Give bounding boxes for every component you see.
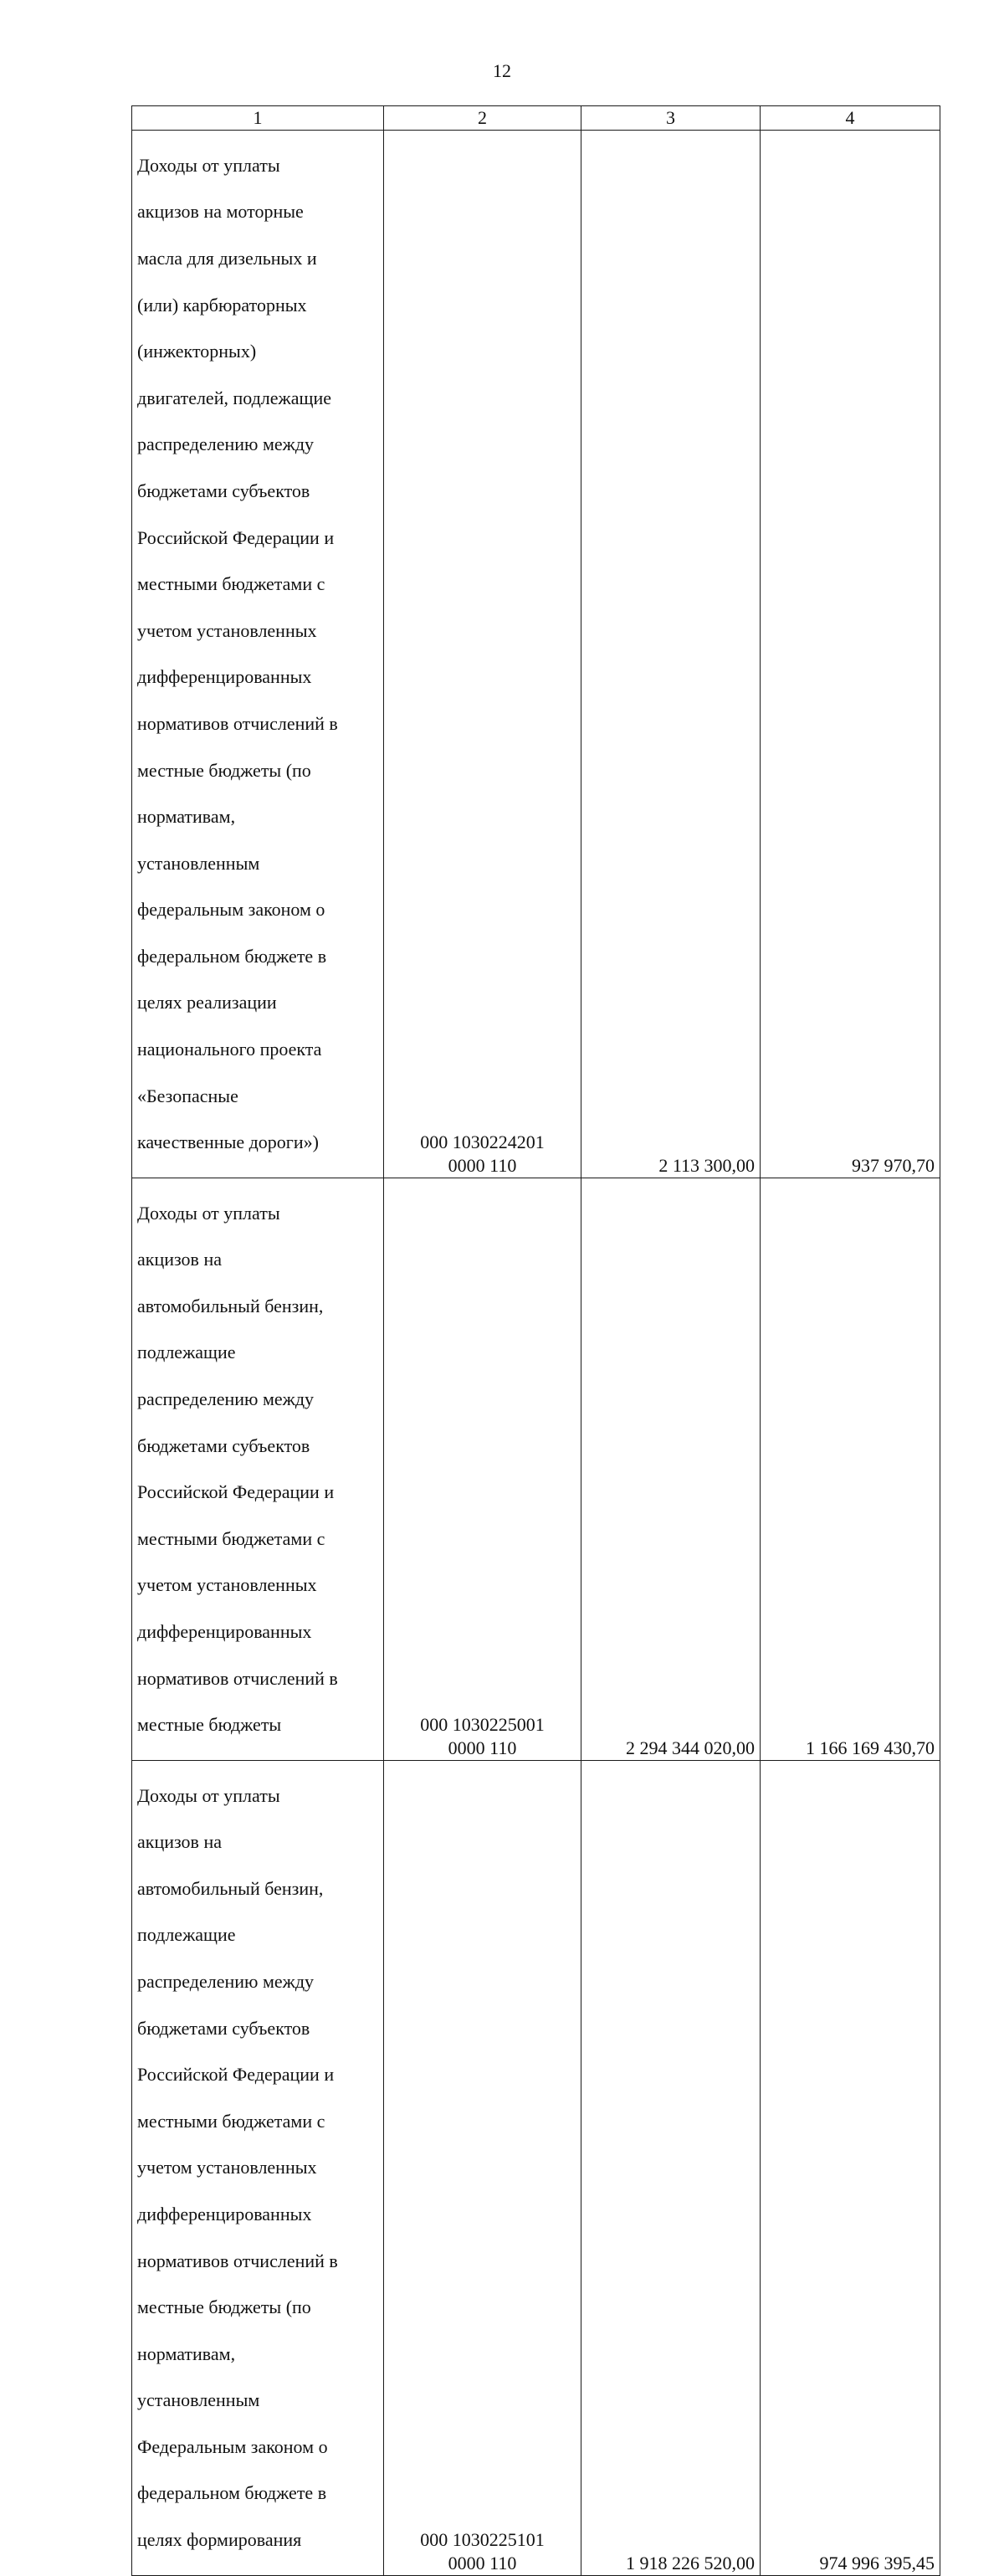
column-header-3: 3 (581, 106, 761, 131)
budget-classification-code (384, 131, 581, 1178)
description-line: учетом установленных (137, 619, 317, 641)
table-row (132, 1178, 940, 1760)
description-line: нормативов отчислений в (137, 1667, 338, 1689)
revenue-description (132, 1178, 384, 1760)
revenue-table (131, 105, 940, 2576)
code-line: 0000 110 (448, 1737, 517, 1758)
description-line: двигателей, подлежащие (137, 387, 331, 408)
actual-amount: 937 970,70 (761, 131, 940, 1178)
description-line: нормативам, (137, 806, 236, 828)
revenue-description (132, 1760, 384, 2575)
code-line: 000 1030225101 (420, 2529, 545, 2551)
plan-amount: 1 918 226 520,00 (581, 1760, 761, 2575)
description-line: Доходы от уплаты (137, 1202, 280, 1224)
table-row (132, 131, 940, 1178)
description-line: дифференцированных (137, 2203, 312, 2224)
code-line: 000 1030224201 (420, 1131, 545, 1153)
description-line: масла для дизельных и (137, 247, 317, 269)
code-line: 0000 110 (448, 2552, 517, 2573)
description-line: подлежащие (137, 1342, 236, 1363)
description-line: Доходы от уплаты (137, 154, 280, 176)
description-line: подлежащие (137, 1924, 236, 1946)
description-line: дифференцированных (137, 1621, 312, 1642)
description-line: национального проекта (137, 1039, 322, 1060)
budget-classification-code (384, 1178, 581, 1760)
description-line: местные бюджеты (по (137, 759, 311, 781)
description-line: учетом установленных (137, 1574, 317, 1596)
description-line: (инжекторных) (137, 341, 257, 362)
plan-amount: 2 294 344 020,00 (581, 1178, 761, 1760)
description-line: нормативов отчислений в (137, 2250, 338, 2271)
description-line: автомобильный бензин, (137, 1877, 324, 1899)
description-line: бюджетами субъектов (137, 480, 310, 501)
description-line: целях формирования (137, 2529, 302, 2551)
page-number: 12 (493, 60, 511, 81)
actual-amount: 974 996 395,45 (761, 1760, 940, 2575)
description-line: нормативов отчислений в (137, 712, 338, 734)
description-line: распределению между (137, 1388, 315, 1410)
description-line: Федеральным законом о (137, 2435, 328, 2457)
column-header-1: 1 (132, 106, 384, 131)
description-line: местные бюджеты (по (137, 2296, 311, 2318)
description-line: установленным (137, 852, 260, 874)
column-header-2: 2 (384, 106, 581, 131)
description-line: федеральном бюджете в (137, 2482, 327, 2504)
description-line: акцизов на (137, 1249, 222, 1270)
actual-amount: 1 166 169 430,70 (761, 1178, 940, 1760)
description-line: (или) карбюраторных (137, 294, 307, 316)
description-line: автомобильный бензин, (137, 1295, 324, 1316)
description-line: федеральным законом о (137, 899, 325, 921)
description-line: местными бюджетами с (137, 1527, 325, 1549)
description-line: бюджетами субъектов (137, 2017, 310, 2039)
plan-amount: 2 113 300,00 (581, 131, 761, 1178)
description-line: акцизов на моторные (137, 201, 304, 223)
description-line: местными бюджетами с (137, 573, 325, 595)
description-line: целях реализации (137, 992, 277, 1013)
description-line: качественные дороги») (137, 1131, 319, 1153)
description-line: «Безопасные (137, 1085, 238, 1106)
description-line: нормативам, (137, 2343, 236, 2364)
description-line: Российской Федерации и (137, 1481, 335, 1503)
description-line: дифференцированных (137, 666, 312, 688)
table-header-row (132, 106, 940, 131)
description-line: распределению между (137, 1970, 315, 1992)
description-line: местные бюджеты (137, 1714, 282, 1736)
column-header-4: 4 (761, 106, 940, 131)
description-line: акцизов на (137, 1831, 222, 1853)
revenue-description (132, 131, 384, 1178)
table-row (132, 1760, 940, 2575)
description-line: установленным (137, 2389, 260, 2411)
description-line: федеральном бюджете в (137, 945, 327, 967)
description-line: местными бюджетами с (137, 2110, 325, 2132)
description-line: распределению между (137, 434, 315, 455)
description-line: Российской Федерации и (137, 2064, 335, 2086)
code-line: 0000 110 (448, 1155, 517, 1177)
description-line: бюджетами субъектов (137, 1434, 310, 1456)
code-line: 000 1030225001 (420, 1714, 545, 1736)
budget-classification-code (384, 1760, 581, 2575)
description-line: учетом установленных (137, 2157, 317, 2178)
description-line: Российской Федерации и (137, 526, 335, 548)
description-line: Доходы от уплаты (137, 1784, 280, 1806)
